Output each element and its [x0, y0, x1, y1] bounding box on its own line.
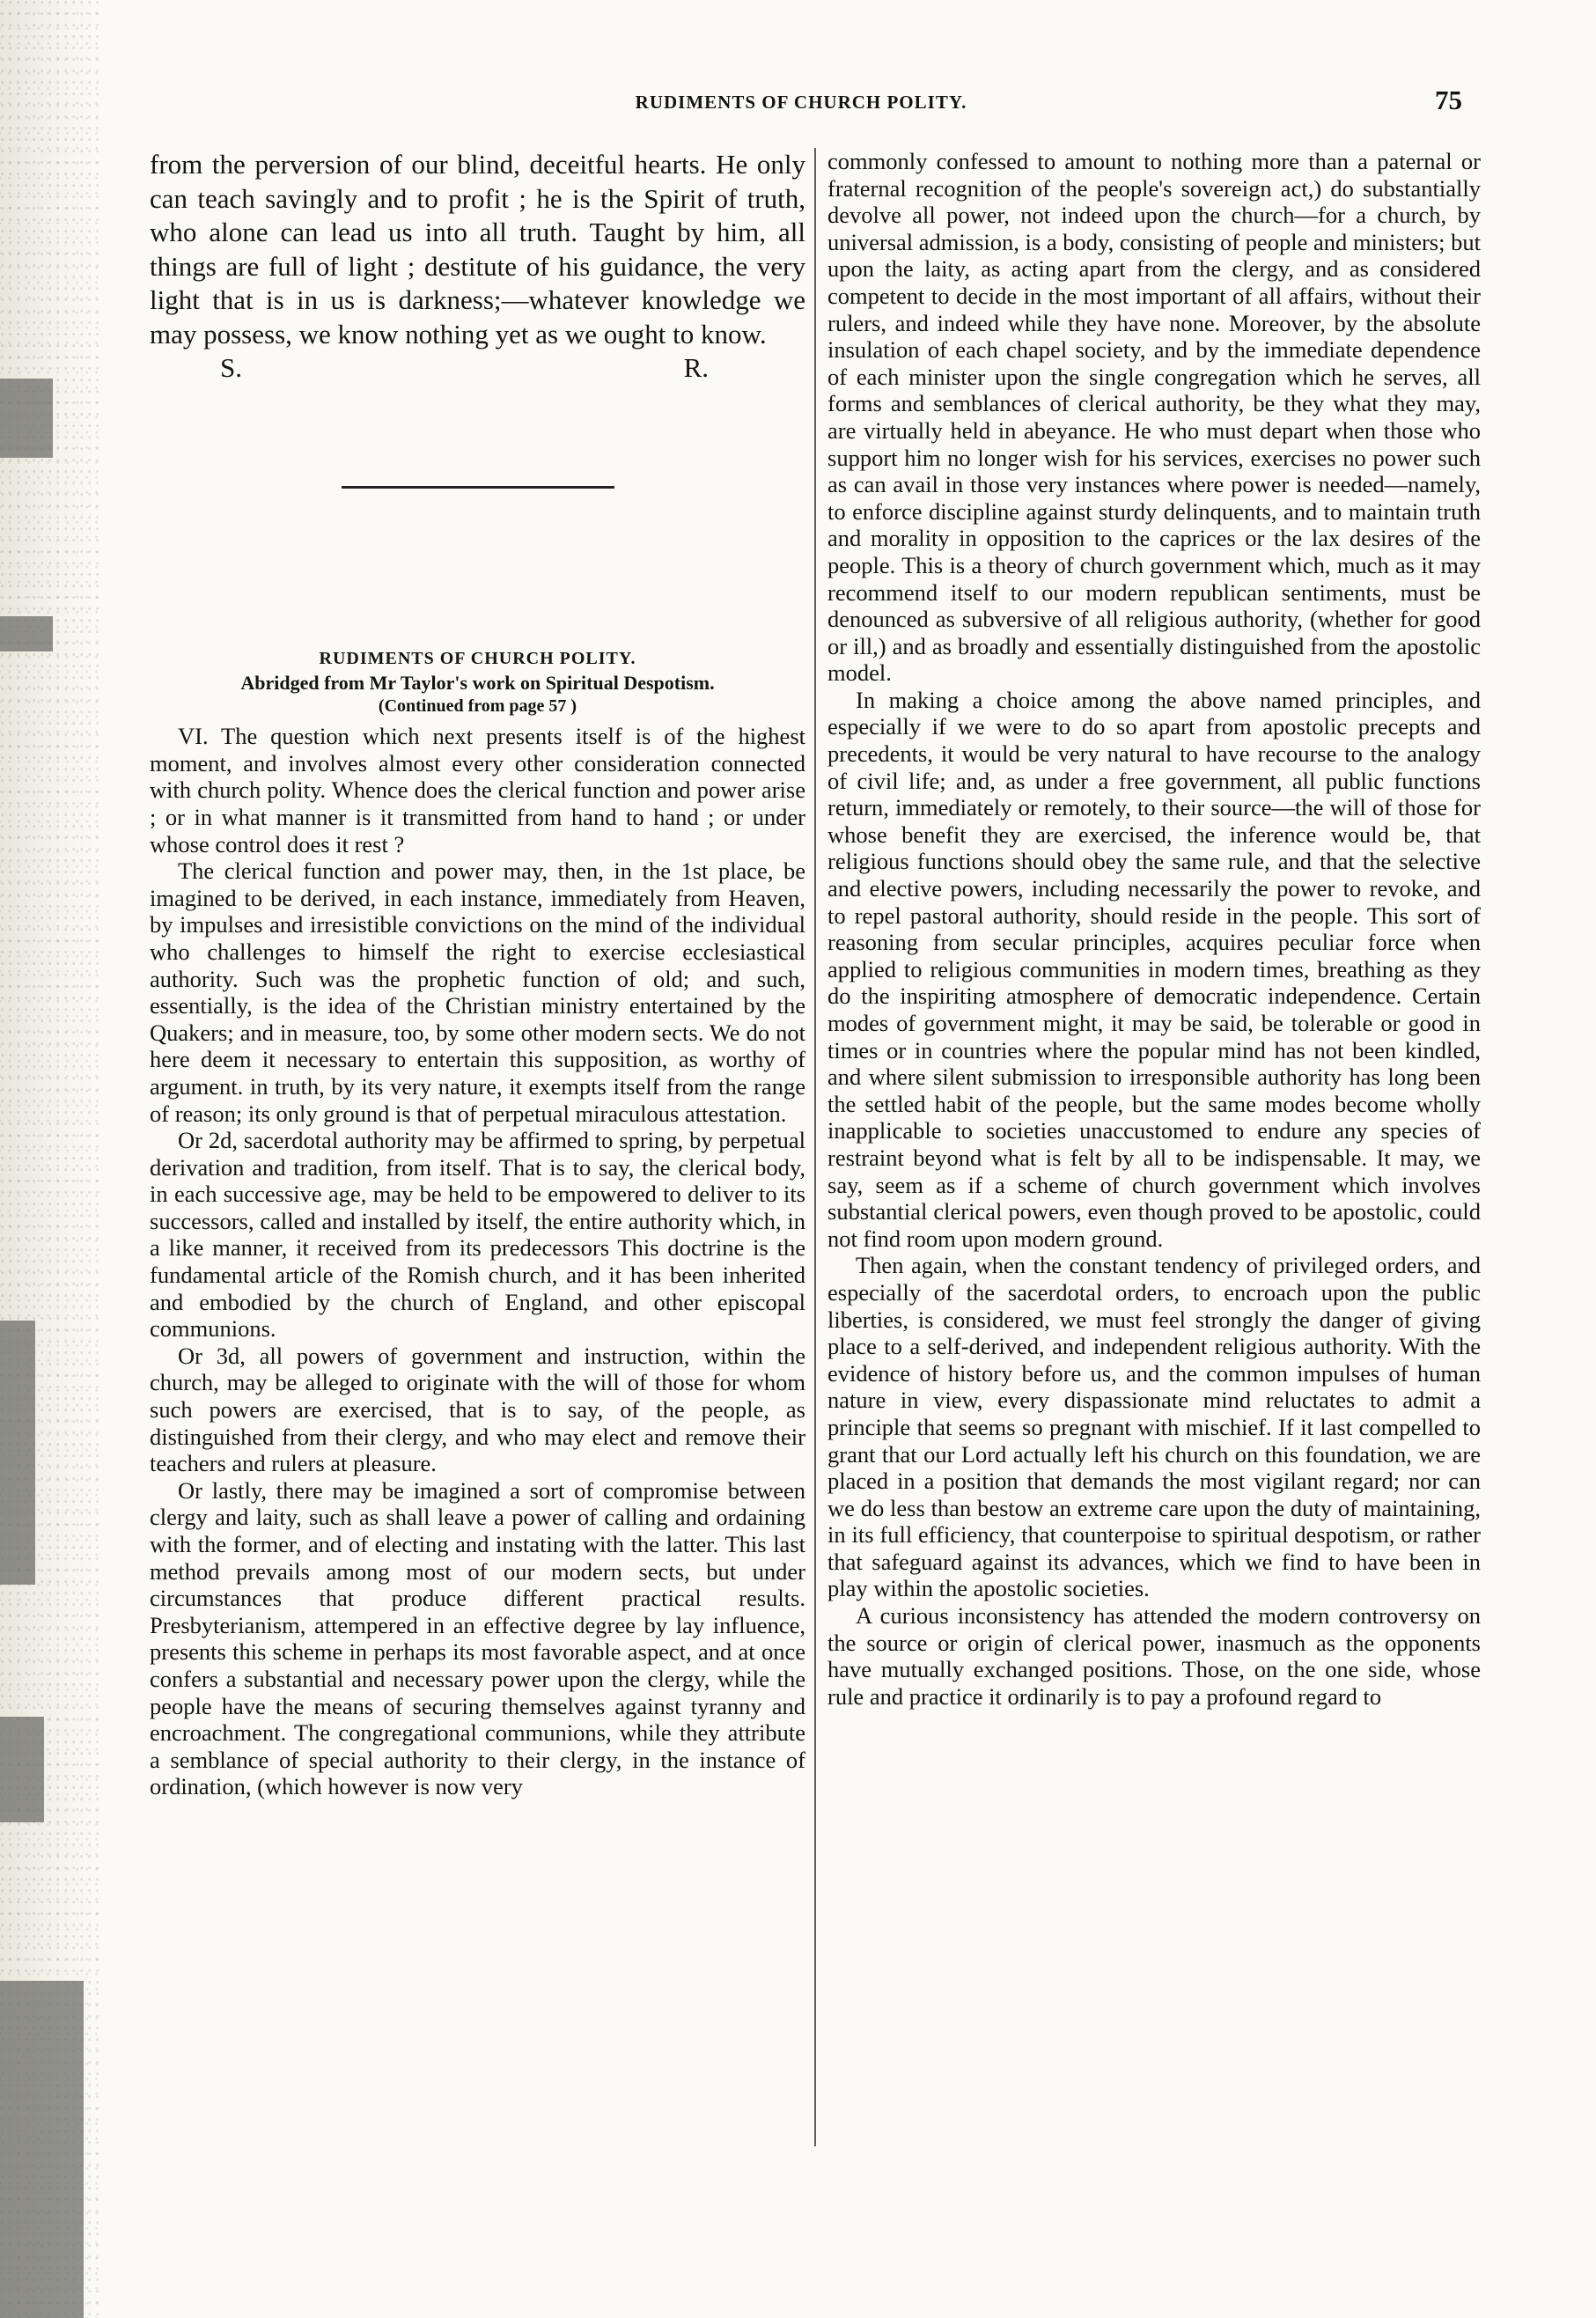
paragraph: Or 2d, sacerdotal authority may be affirmed to spring, by perpetual derivation and tradition, from itself. That is to say, the clerical body, in each successive age, may be held to be empowered to deliver to its successors, called and installed by itself, the entire authority which, in a like manner, it received from its predecessors This doctrine is the fundamental article of the Romish church, and it has been inherited and embodied by the church of England, and other episcopal communions. [150, 1127, 805, 1343]
paragraph: Then again, when the constant tendency of privileged orders, and especially of the sacerdotal orders, to encroach upon the public liberties, is considered, we must feel strongly the danger of giving place to a self-derived, and independent religious authority. With the evidence of history before us, and the common impulses of human nature in view, every dispassionate mind reluctates to admit a principle that seems so pregnant with mischief. If it last compelled to grant that our Lord actually left his church on this foundation, we are placed in a position that demands the most vigilant regard; nor can we do less than bestow an extreme care upon the duty of maintaining, in its full efficiency, that counterpoise to spiritual despotism, or rather that safeguard against its advances, which we find to have been in play within the apostolic societies. [827, 1252, 1481, 1602]
section-divider [342, 486, 614, 489]
article-title: RUDIMENTS OF CHURCH POLITY. [319, 648, 636, 668]
signature-initial-left: S. [220, 352, 242, 383]
opening-paragraph: from the perversion of our blind, deceitful hearts. He only can teach savingly and to profit ; he is the Spirit of truth, who alone can lead us into all truth. Taught by him, all things are full of light ; destitute of his guidance, the very light that is in us is darkness;—whatever knowledge we may possess, we know nothing yet as we ought to know. [150, 149, 805, 350]
paragraph: A curious inconsistency has attended the modern controversy on the source or origin of clerical power, inasmuch as the opponents have mutually exchanged positions. Those, on the one side, whose rule and practice it ordinarily is to pay a profound regard to [827, 1602, 1481, 1710]
signature [150, 351, 805, 382]
right-column [827, 148, 1481, 1710]
paragraph: commonly confessed to amount to nothing more than a paternal or fraternal recognition of the people's sovereign act,) do substantially devolve all power, not indeed upon the church—for a church, by universal admission, is a body, consisting of people and ministers; but upon the laity, as acting apart from the clergy, and as considered competent to decide in the most important of all affairs, without their rulers, and indeed while they have none. Moreover, by the absolute insulation of each chapel society, and by the immediate dependence of each minister upon the single congregation which he serves, all forms and semblances of clerical authority, be they what they may, are virtually held in abeyance. He who must depart when those who support him no longer wish for his services, exercises no power such as can avail in those very instances where power is needed—namely, to enforce discipline against sturdy delinquents, and to maintain truth and morality in opposition to the caprices or the lax desires of the people. This is a theory of church government which, much as it may recommend itself to our modern republican sentiments, must be denounced as subversive of all religious authority, (whether for good or ill,) and as broadly and essentially distinguished from the apostolic model. [827, 148, 1481, 687]
paragraph: In making a choice among the above named principles, and especially if we were to do so apart from apostolic precepts and precedents, it would be very natural to have recourse to the analogy of civil life; and, as under a free government, all public functions return, immediately or remotely, to their source—the will of those for whose benefit they are exercised, the inference would be, that religious functions should obey the same rule, and that the selective and elective powers, including necessarily the power to revoke, and to repel pastoral authority, should reside in the people. This sort of reasoning from secular principles, acquires peculiar force when applied to religious communities in modern times, breathing as they do the inspiriting atmosphere of democratic independence. Certain modes of government might, it may be said, be tolerable or good in times or in countries where the popular mind has not been kindled, and where silent submission to irresponsible authority has long been the settled habit of the people, but the same modes become wholly inapplicable to societies unaccustomed to endure any species of restraint beyond what is felt by all to be indispensable. It may, we say, seem as if a scheme of church government which involves substantial clerical powers, even though proved to be apostolic, could not find room upon modern ground. [827, 686, 1481, 1252]
binding-edge [0, 0, 99, 2318]
paragraph: Or 3d, all powers of government and instruction, within the church, may be alleged to originate with the will of those for whom such powers are exercised, that is to say, of the people, as distinguished from their clergy, and who may elect and remove their teachers and rulers at pleasure. [150, 1342, 805, 1477]
paragraph: Or lastly, there may be imagined a sort of compromise between clergy and laity, such as shall leave a power of calling and ordaining with the former, and of electing and instating with the latter. This last method prevails among most of our modern sects, but under circumstances that produce different practical results. Presbyterianism, attempered in an effective degree by lay influence, presents this scheme in perhaps its most favorable aspect, and at once confers a substantial and necessary power upon the clergy, while the people have the means of securing themselves against tyranny and encroachment. The congregational communions, while they attribute a semblance of special authority to their clergy, in the instance of ordination, (which however is now very [150, 1476, 805, 1800]
paragraph: VI. The question which next presents itself is of the highest moment, and involves almost every other consideration connected with church polity. Whence does the clerical function and power arise ; or in what manner is it transmitted from hand to hand ; or under whose control does it rest ? [150, 723, 805, 857]
paragraph: The clerical function and power may, then, in the 1st place, be imagined to be derived, in each instance, immediately from Heaven, by impulses and irresistible convictions on the mind of the individual who challenges to himself the right to exercise ecclesiastical authority. Such was the prophetic function of old; and such, essentially, is the idea of the Christian ministry entertained by the Quakers; and in measure, too, by some other modern sects. We do not here deem it necessary to entertain this supposition, as worthy of argument. in truth, by its very nature, it exempts itself from the range of reason; its only ground is that of perpetual miraculous attestation. [150, 857, 805, 1127]
left-column [150, 148, 805, 1800]
column-divider [814, 148, 816, 2146]
article-continued-note: (Continued from page 57 ) [378, 696, 577, 717]
article-subtitle: Abridged from Mr Taylor's work on Spiritual Despotism. [240, 672, 715, 695]
running-header: RUDIMENTS OF CHURCH POLITY. [635, 92, 967, 113]
page-number: 75 [1435, 85, 1462, 115]
signature-initial-right: R. [683, 352, 709, 383]
